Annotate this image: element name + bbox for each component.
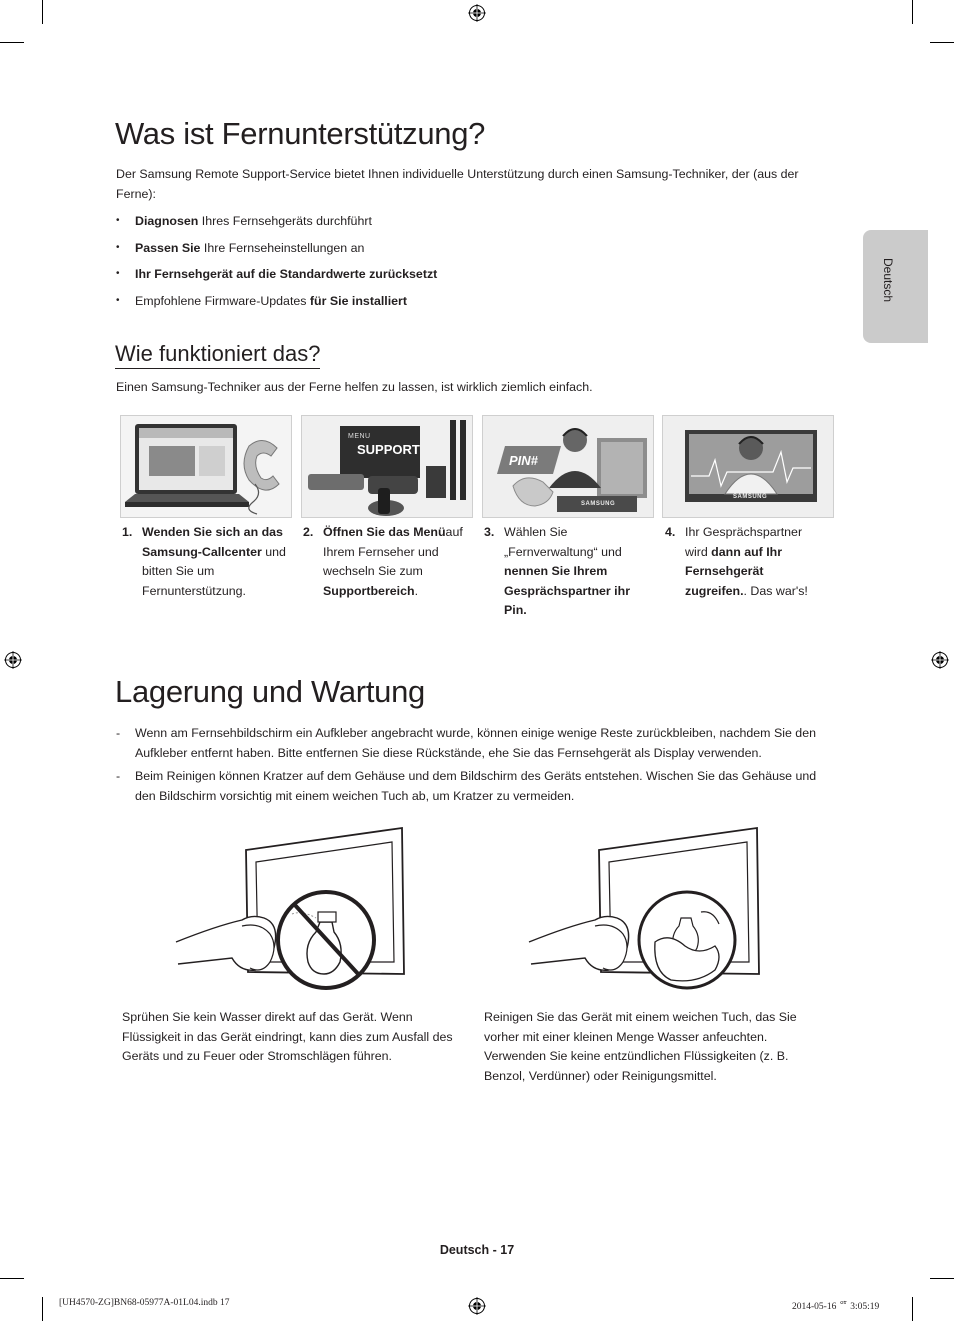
crop-mark bbox=[912, 1297, 913, 1321]
section-intro: Einen Samsung-Techniker aus der Ferne helfen zu lassen, ist wirklich ziemlich einfach. bbox=[116, 380, 593, 394]
caption-damp-cloth: Reinigen Sie das Gerät mit einem weichen Tuch, das Sie vorher mit einer kleinen Menge Wasser anfeuchten. Verwenden Sie keine entzündlichen Flüssigkeiten (z. B. Benzol, Verdünner) oder Reinigungsmittel. bbox=[484, 1010, 797, 1083]
section-heading: Wie funktioniert das? bbox=[115, 342, 320, 369]
menu-label: MENU bbox=[348, 433, 371, 440]
registration-mark-icon bbox=[4, 651, 22, 669]
laptop-phone-illustration bbox=[121, 416, 291, 517]
feature-list bbox=[116, 212, 437, 318]
registration-mark-icon bbox=[468, 1297, 486, 1315]
list-item: • Ihr Fernsehgerät auf die Standardwerte zurücksetzt bbox=[116, 265, 437, 292]
tv-technician-illustration bbox=[663, 416, 833, 517]
brand-label: SAMSUNG bbox=[581, 501, 616, 507]
page-title: Was ist Fernunterstützung? bbox=[115, 116, 486, 151]
no-spray-illustration bbox=[170, 822, 410, 994]
spray-on-cloth-icon bbox=[639, 892, 735, 988]
page-number: Deutsch - 17 bbox=[439, 1243, 515, 1257]
crop-mark bbox=[912, 0, 913, 24]
crop-mark bbox=[930, 1278, 954, 1279]
step-4-image bbox=[662, 415, 834, 518]
crop-mark bbox=[0, 42, 24, 43]
step-3-image bbox=[482, 415, 654, 518]
crop-mark bbox=[42, 1297, 43, 1321]
pin-label: PIN# bbox=[509, 453, 538, 468]
crop-mark bbox=[42, 0, 43, 24]
damp-cloth-illustration bbox=[525, 822, 765, 994]
print-slug-left: [UH4570-ZG]BN68-05977A-01L04.indb 17 bbox=[59, 1298, 230, 1308]
registration-mark-icon bbox=[931, 651, 949, 669]
list-item: • Empfohlene Firmware-Updates für Sie installiert bbox=[116, 292, 437, 319]
list-item: • Diagnosen Ihres Fernsehgeräts durchführt bbox=[116, 212, 437, 239]
crop-mark bbox=[930, 42, 954, 43]
list-item: • Passen Sie Ihre Fernseheinstellungen an bbox=[116, 239, 437, 266]
remote-control-icon bbox=[378, 488, 390, 514]
caption-no-spray: Sprühen Sie kein Wasser direkt auf das Gerät. Wenn Flüssigkeit in das Gerät eindringt, kann dies zum Ausfall des Geräts und zu Feuer oder Stromschlägen führen. bbox=[122, 1010, 453, 1063]
registration-mark-icon bbox=[468, 4, 486, 22]
intro-paragraph: Der Samsung Remote Support-Service bietet Ihnen individuelle Unterstützung durch einen Samsung-Techniker, der (aus der Ferne): bbox=[116, 167, 799, 201]
step-2-image bbox=[301, 415, 473, 518]
menu-support-illustration bbox=[302, 416, 472, 517]
language-side-tab bbox=[863, 230, 928, 343]
print-slug-right: 2014-05-16 ᄋᄒ 3:05:19 bbox=[792, 1302, 880, 1312]
crop-mark bbox=[0, 1278, 24, 1279]
section-title: Lagerung und Wartung bbox=[115, 674, 425, 709]
brand-label: SAMSUNG bbox=[733, 494, 768, 500]
step-1-image bbox=[120, 415, 292, 518]
no-spray-icon bbox=[278, 892, 374, 988]
support-label: SUPPORT bbox=[357, 442, 420, 457]
side-tab-label: Deutsch bbox=[881, 258, 895, 303]
